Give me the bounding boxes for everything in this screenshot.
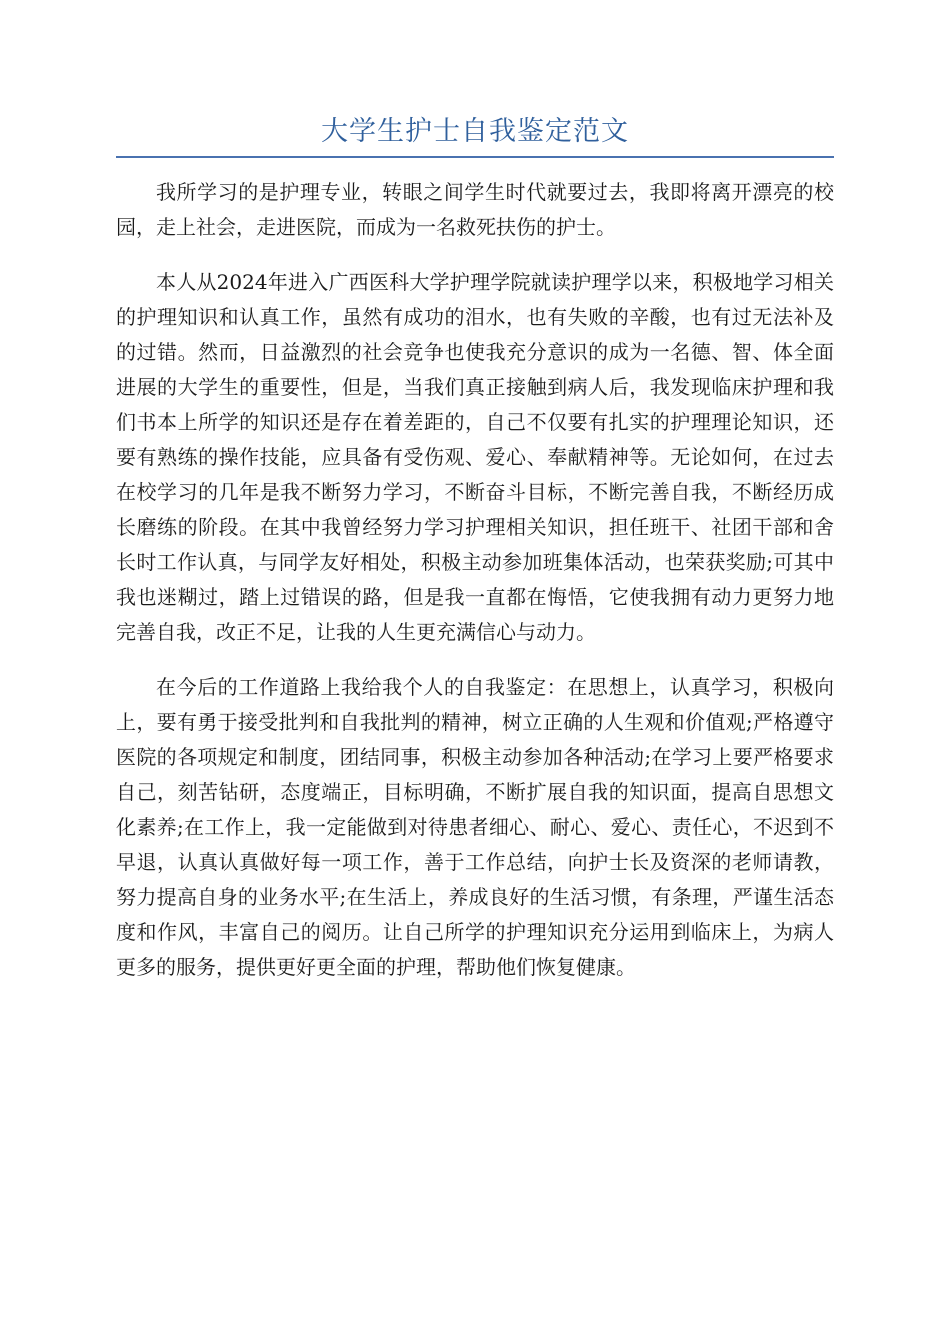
paragraph-2: 本人从2024年进入广西医科大学护理学院就读护理学以来，积极地学习相关的护理知识和认真工作，虽然有成功的泪水，也有失败的辛酸，也有过无法补及的过错。然而，日益激烈的社会竞争也使我充分意识的成为一名德、智、体全面进展的大学生的重要性，但是，当我们真正接触到病人后，我发现临床护理和我们书本上所学的知识还是存在着差距的，自己不仅要有扎实的护理理论知识，还要有熟练的操作技能，应具备有受伤观、爱心、奉献精神等。无论如何，在过去在校学习的几年是我不断努力学习，不断奋斗目标，不断完善自我，不断经历成长磨练的阶段。在其中我曾经努力学习护理相关知识，担任班干、社团干部和舍长时工作认真，与同学友好相处，积极主动参加班集体活动，也荣获奖励;可其中我也迷糊过，踏上过错误的路，但是我一直都在悔悟，它使我拥有动力更努力地完善自我，改正不足，让我的人生更充满信心与动力。	[116, 270, 834, 644]
paragraph-3: 在今后的工作道路上我给我个人的自我鉴定：在思想上，认真学习，积极向上，要有勇于接受批判和自我批判的精神，树立正确的人生观和价值观;严格遵守医院的各项规定和制度，团结同事，积极主动参加各种活动;在学习上要严格要求自己，刻苦钻研，态度端正，目标明确，不断扩展自我的知识面，提高自思想文化素养;在工作上，我一定能做到对待患者细心、耐心、爱心、责任心，不迟到不早退，认真认真做好每一项工作，善于工作总结，向护士长及资深的老师请教，努力提高自身的业务水平;在生活上，养成良好的生活习惯，有条理，严谨生活态度和作风，丰富自己的阅历。让自己所学的护理知识充分运用到临床上，为病人更多的服务，提供更好更全面的护理，帮助他们恢复健康。	[116, 675, 834, 979]
title-block	[116, 112, 834, 158]
document-title: 大学生护士自我鉴定范文	[321, 116, 629, 147]
paragraph-1: 我所学习的是护理专业，转眼之间学生时代就要过去，我即将离开漂亮的校园，走上社会，走进医院，而成为一名救死扶伤的护士。	[116, 180, 834, 239]
document-body	[116, 175, 834, 1005]
